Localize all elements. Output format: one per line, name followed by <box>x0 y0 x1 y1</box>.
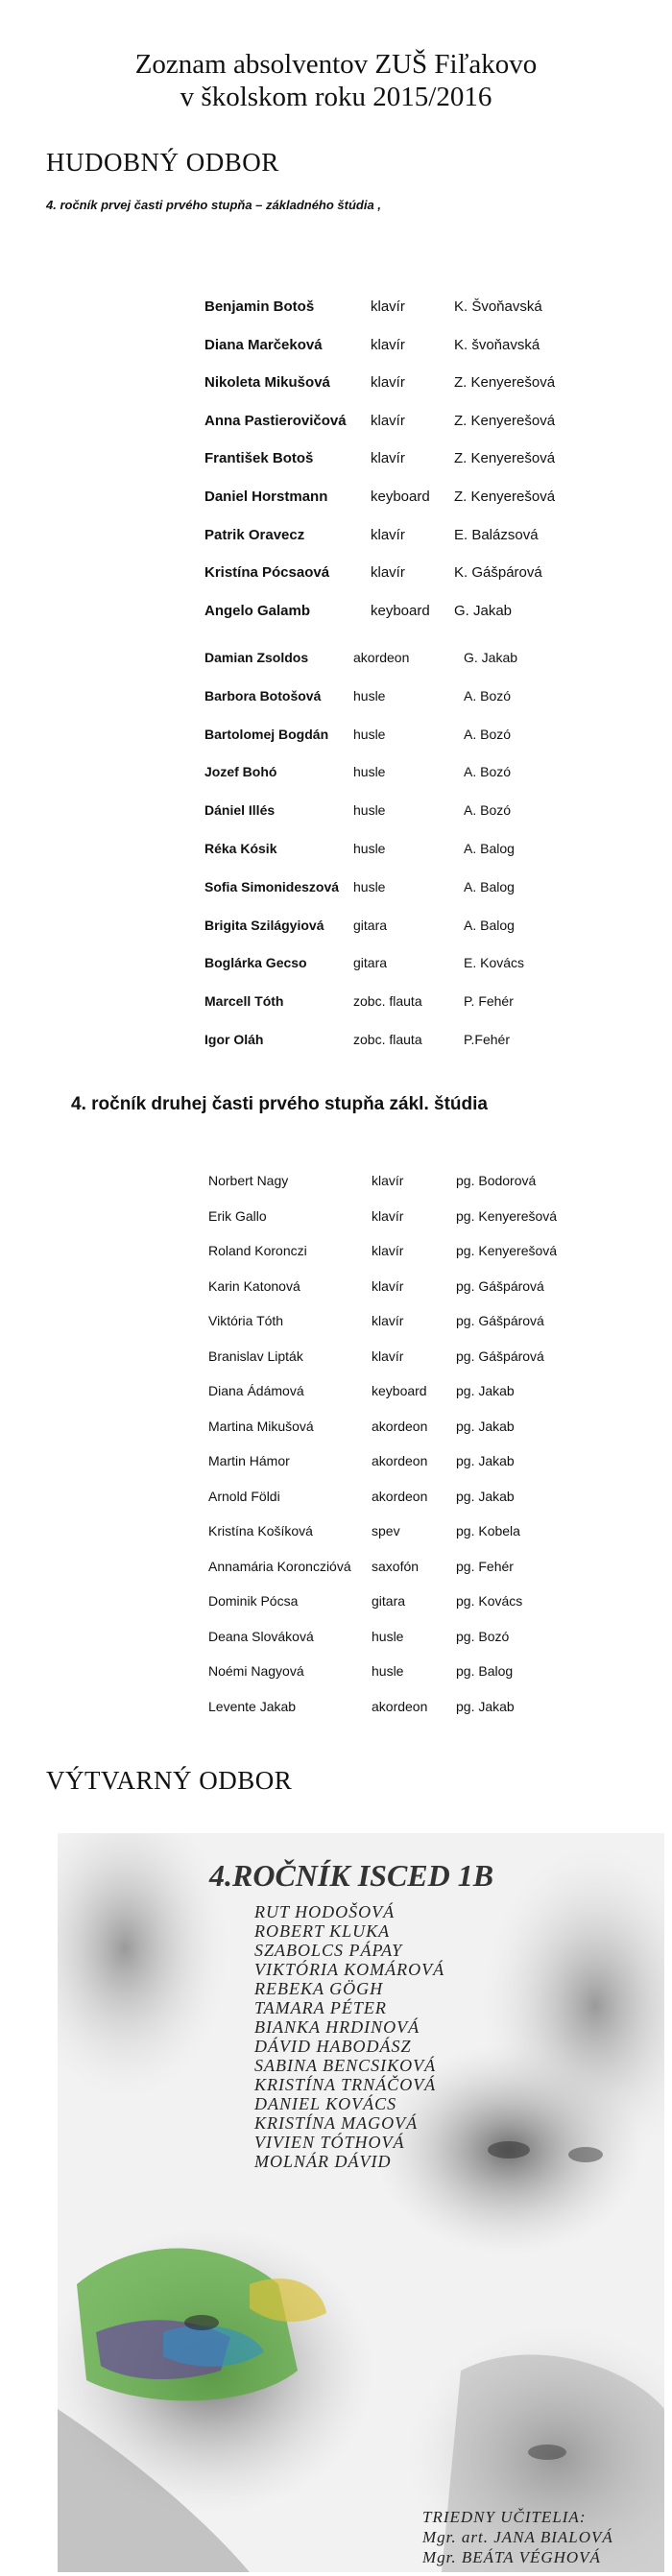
graduate-name: Patrik Oravecz <box>204 526 305 543</box>
graduate-instrument: akordeon <box>372 1488 428 1504</box>
graduate-name: Deana Slováková <box>208 1628 314 1644</box>
graduate-name: Benjamin Botoš <box>204 298 315 315</box>
graduate-teacher: pg. Balog <box>456 1663 514 1679</box>
graduate-teacher: A. Balog <box>464 917 515 933</box>
graduate-name: Dominik Pócsa <box>208 1593 299 1609</box>
music-subtitle-1: 4. ročník prvej časti prvého stupňa – základného štúdia , <box>46 198 381 212</box>
art-poster <box>58 1833 664 2572</box>
teachers-label: TRIEDNY UČITELIA: <box>422 2508 587 2526</box>
graduate-teacher: K. švoňavská <box>454 336 540 353</box>
graduate-name: Viktória Tóth <box>208 1313 284 1328</box>
art-student-name: KRISTÍNA MAGOVÁ <box>254 2113 419 2133</box>
graduate-instrument: akordeon <box>372 1418 428 1434</box>
graduate-instrument: klavír <box>371 564 405 582</box>
graduate-instrument: akordeon <box>372 1453 428 1468</box>
graduate-teacher: A. Bozó <box>464 687 512 704</box>
title-line-1: Zoznam absolventov ZUŠ Fiľakovo <box>134 49 538 80</box>
graduate-instrument: klavír <box>372 1173 404 1188</box>
graduate-instrument: husle <box>372 1628 404 1644</box>
graduate-teacher: pg. Kobela <box>456 1523 520 1538</box>
graduate-teacher: G. Jakab <box>464 650 518 665</box>
graduate-name: Barbora Botošová <box>204 687 322 704</box>
graduate-teacher: pg. Gášpárová <box>456 1277 544 1294</box>
music-subtitle-2: 4. ročník druhej časti prvého stupňa zákl. štúdia <box>71 1094 488 1114</box>
art-student-name: VIKTÓRIA KOMÁROVÁ <box>254 1960 445 1979</box>
graduate-name: Nikoleta Mikušová <box>204 374 330 392</box>
art-student-name: RUT HODOŠOVÁ <box>254 1902 396 1921</box>
title-line-2: v školskom roku 2015/2016 <box>180 82 492 112</box>
graduate-teacher: pg. Jakab <box>456 1383 515 1398</box>
graduate-name: Kristína Košíková <box>208 1523 313 1538</box>
art-student-name: DANIEL KOVÁCS <box>254 2094 397 2113</box>
art-student-name: BIANKA HRDINOVÁ <box>254 2017 420 2037</box>
graduate-name: Igor Oláh <box>204 1031 264 1047</box>
graduate-name: Erik Gallo <box>208 1207 267 1224</box>
graduate-teacher: K. Švoňavská <box>454 298 542 315</box>
graduate-teacher: pg. Fehér <box>456 1558 514 1574</box>
document-title <box>0 48 672 113</box>
graduate-teacher: pg. Jakab <box>456 1453 515 1468</box>
graduate-instrument: keyboard <box>371 488 430 505</box>
graduate-teacher: pg. Jakab <box>456 1488 515 1504</box>
graduate-name: Levente Jakab <box>208 1698 297 1714</box>
graduate-teacher: A. Bozó <box>464 802 512 819</box>
graduate-instrument: klavír <box>371 450 405 467</box>
graduate-teacher: pg. Jakab <box>456 1418 515 1434</box>
graduate-name: Brigita Szilágyiová <box>204 917 324 933</box>
graduate-name: Diana Ádámová <box>208 1383 304 1398</box>
graduate-name: Kristína Pócsaová <box>204 564 330 582</box>
teacher-1: Mgr. art. JANA BIALOVÁ <box>422 2528 613 2546</box>
art-student-name: TAMARA PÉTER <box>254 1998 387 2017</box>
graduate-teacher: E. Kovács <box>464 955 525 971</box>
graduate-instrument: akordeon <box>353 650 410 665</box>
graduate-name: Arnold Földi <box>208 1488 280 1504</box>
graduate-name: Diana Marčeková <box>204 336 323 353</box>
graduate-name: Sofia Simonideszová <box>204 878 340 894</box>
graduate-instrument: klavír <box>371 336 405 353</box>
graduate-name: Branislav Lipták <box>208 1348 303 1364</box>
art-student-name: SZABOLCS PÁPAY <box>254 1941 403 1960</box>
art-grade-heading: 4.ROČNÍK ISCED 1B <box>209 1858 494 1893</box>
art-student-name: VIVIEN TÓTHOVÁ <box>254 2133 405 2152</box>
graduate-teacher: pg. Kenyerešová <box>456 1207 558 1224</box>
graduate-teacher: P.Fehér <box>464 1031 510 1047</box>
graduate-instrument: husle <box>353 878 386 894</box>
graduate-teacher: pg. Gášpárová <box>456 1313 544 1328</box>
graduate-instrument: gitara <box>372 1593 406 1609</box>
graduate-teacher: pg. Bozó <box>456 1628 510 1644</box>
graduate-name: Angelo Galamb <box>204 602 311 619</box>
graduate-teacher: pg. Gášpárová <box>456 1348 544 1364</box>
graduate-name: Daniel Horstmann <box>204 488 328 505</box>
graduate-instrument: husle <box>353 726 386 742</box>
graduate-instrument: gitara <box>353 917 388 933</box>
graduate-teacher: pg. Bodorová <box>456 1173 537 1188</box>
art-student-name: ROBERT KLUKA <box>254 1921 391 1941</box>
graduate-instrument: zobc. flauta <box>353 1031 422 1047</box>
class-teachers <box>422 2507 613 2567</box>
graduate-instrument: keyboard <box>372 1383 427 1398</box>
graduate-teacher: Z. Kenyerešová <box>454 412 556 429</box>
graduate-teacher: E. Balázsová <box>454 526 539 543</box>
graduate-instrument: keyboard <box>371 602 430 619</box>
graduate-instrument: klavír <box>372 1348 404 1364</box>
graduate-instrument: spev <box>372 1523 400 1538</box>
graduate-instrument: klavír <box>372 1313 404 1328</box>
graduate-name: Bartolomej Bogdán <box>204 726 329 742</box>
graduate-name: Martin Hámor <box>208 1453 290 1468</box>
graduate-name: Damian Zsoldos <box>204 650 309 665</box>
graduate-teacher: Z. Kenyerešová <box>454 488 556 505</box>
graduate-name: Réka Kósik <box>204 840 277 856</box>
graduate-name: Anna Pastierovičová <box>204 412 347 429</box>
graduate-teacher: P. Fehér <box>464 993 514 1010</box>
graduate-instrument: akordeon <box>372 1698 428 1714</box>
graduate-instrument: klavír <box>371 298 405 315</box>
graduate-teacher: pg. Kovács <box>456 1593 523 1609</box>
graduate-name: Martina Mikušová <box>208 1418 314 1434</box>
graduate-instrument: gitara <box>353 955 388 971</box>
graduate-instrument: klavír <box>372 1207 404 1224</box>
graduate-name: František Botoš <box>204 450 314 467</box>
teacher-2: Mgr. BEÁTA VÉGHOVÁ <box>422 2548 601 2566</box>
graduate-instrument: husle <box>353 802 386 819</box>
graduate-teacher: G. Jakab <box>454 602 513 619</box>
art-students-list <box>254 1902 444 2171</box>
graduate-teacher: Z. Kenyerešová <box>454 374 556 392</box>
graduate-name: Jozef Bohó <box>204 764 277 780</box>
graduate-teacher: K. Gášpárová <box>454 564 542 582</box>
art-student-name: KRISTÍNA TRNÁČOVÁ <box>254 2075 437 2094</box>
graduate-name: Marcell Tóth <box>204 993 284 1010</box>
graduate-teacher: pg. Kenyerešová <box>456 1243 558 1258</box>
graduate-instrument: klavír <box>372 1243 404 1258</box>
art-heading: VÝTVARNÝ ODBOR <box>46 1766 293 1795</box>
graduate-name: Annamária Koronczióvá <box>208 1558 351 1574</box>
art-student-name: SABINA BENCSIKOVÁ <box>254 2056 437 2075</box>
graduate-instrument: husle <box>353 764 386 780</box>
graduate-instrument: klavír <box>372 1277 404 1294</box>
graduate-instrument: husle <box>353 840 386 856</box>
graduate-teacher: A. Balog <box>464 878 515 894</box>
music-heading: HUDOBNÝ ODBOR <box>46 148 279 177</box>
art-student-name: REBEKA GÖGH <box>254 1979 384 1998</box>
graduate-name: Norbert Nagy <box>208 1173 289 1188</box>
graduate-name: Noémi Nagyová <box>208 1663 304 1679</box>
graduate-instrument: saxofón <box>372 1558 420 1574</box>
graduate-teacher: A. Bozó <box>464 764 512 780</box>
graduate-teacher: A. Balog <box>464 840 515 856</box>
graduate-teacher: Z. Kenyerešová <box>454 450 556 467</box>
graduate-name: Dániel Illés <box>204 802 276 819</box>
graduate-instrument: klavír <box>371 526 405 543</box>
graduate-instrument: husle <box>372 1663 404 1679</box>
graduate-instrument: zobc. flauta <box>353 993 422 1010</box>
graduate-name: Roland Koronczi <box>208 1243 307 1258</box>
art-student-name: MOLNÁR DÁVID <box>254 2152 392 2171</box>
art-student-name: DÁVID HABODÁSZ <box>254 2037 412 2056</box>
graduate-name: Boglárka Gecso <box>204 955 307 971</box>
graduate-teacher: A. Bozó <box>464 726 512 742</box>
graduate-name: Karin Katonová <box>208 1277 300 1294</box>
graduate-instrument: husle <box>353 687 386 704</box>
graduate-teacher: pg. Jakab <box>456 1698 515 1714</box>
graduate-instrument: klavír <box>371 412 405 429</box>
graduate-instrument: klavír <box>371 374 405 392</box>
